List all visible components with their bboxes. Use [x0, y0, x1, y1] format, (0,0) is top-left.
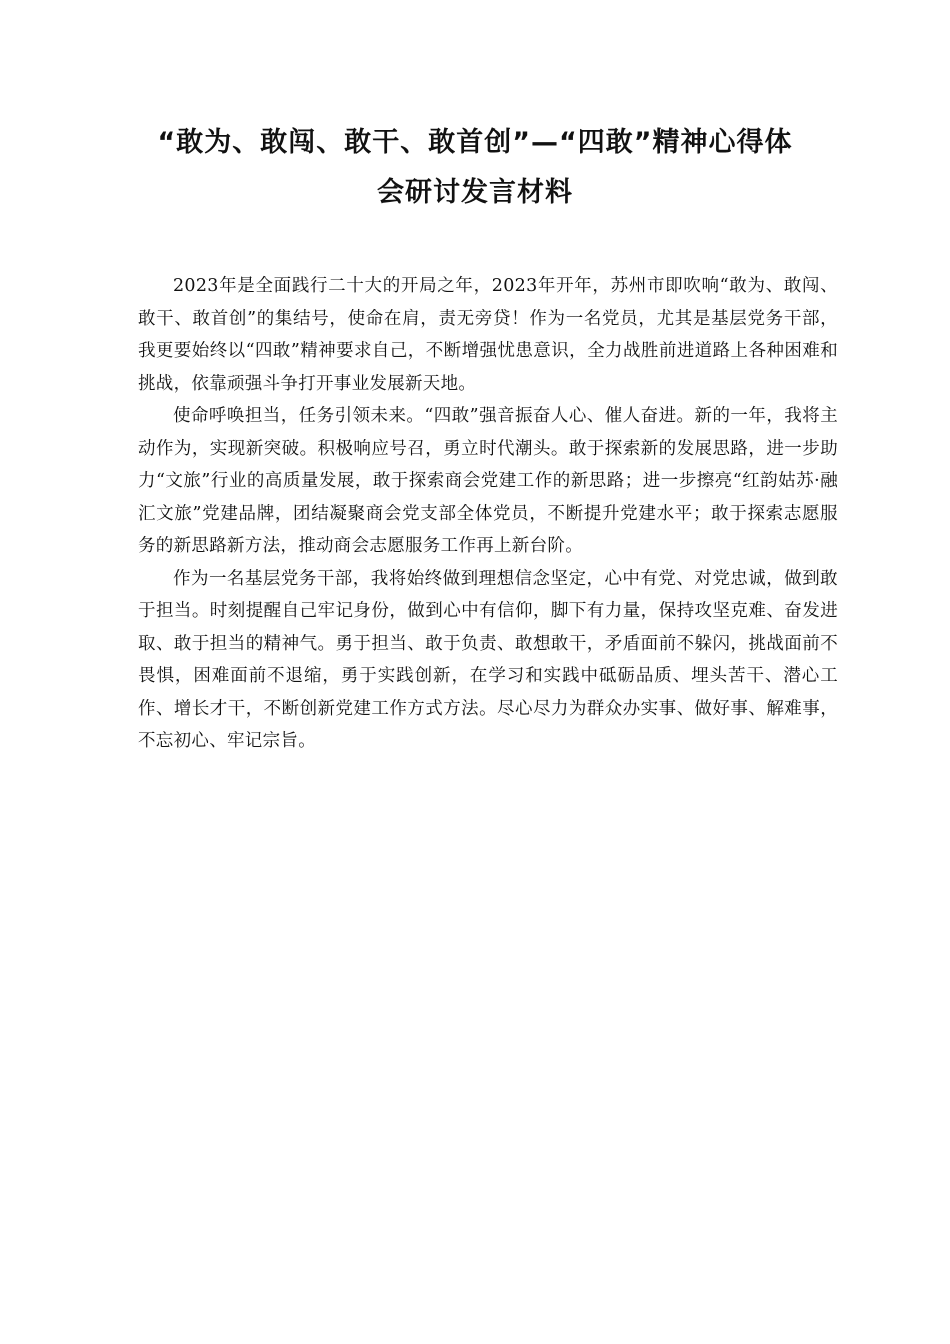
- paragraph-3: 作为一名基层党务干部，我将始终做到理想信念坚定，心中有党、对党忠诚，做到敢于担当。时刻提醒自己牢记身份，做到心中有信仰，脚下有力量，保持攻坚克难、奋发进取、敢于担当的精神气。勇于担当、敢于负责、敢想敢干，矛盾面前不躲闪，挑战面前不畏惧，困难面前不退缩，勇于实践创新，在学习和实践中砥砺品质、埋头苦干、潜心工作、增长才干，不断创新党建工作方式方法。尽心尽力为群众办实事、做好事、解难事，不忘初心、牢记宗旨。: [138, 568, 838, 751]
- paragraph-1: 2023年是全面践行二十大的开局之年，2023年开年，苏州市即吹响“敢为、敢闯、敢干、敢首创”的集结号，使命在肩，责无旁贷！作为一名党员，尤其是基层党务干部，我更要始终以“四敢”精神要求自己，不断增强忧患意识，全力战胜前进道路上各种困难和挑战，依靠顽强斗争打开事业发展新天地。: [138, 276, 838, 394]
- title-line-2: 会研讨发言材料: [377, 177, 573, 208]
- paragraph-2: 使命呼唤担当，任务引领未来。“四敢”强音振奋人心、催人奋进。新的一年，我将主动作为，实现新突破。积极响应号召，勇立时代潮头。敢于探索新的发展思路，进一步助力“文旅”行业的高质量发展，敢于探索商会党建工作的新思路；进一步擦亮“红韵姑苏·融汇文旅”党建品牌，团结凝聚商会党支部全体党员，不断提升党建水平；敢于探索志愿服务的新思路新方法，推动商会志愿服务工作再上新台阶。: [138, 406, 838, 556]
- document-title: [120, 118, 830, 218]
- document-body: [138, 270, 838, 758]
- title-line-1: “敢为、敢闯、敢干、敢首创”—“四敢”精神心得体: [157, 127, 793, 158]
